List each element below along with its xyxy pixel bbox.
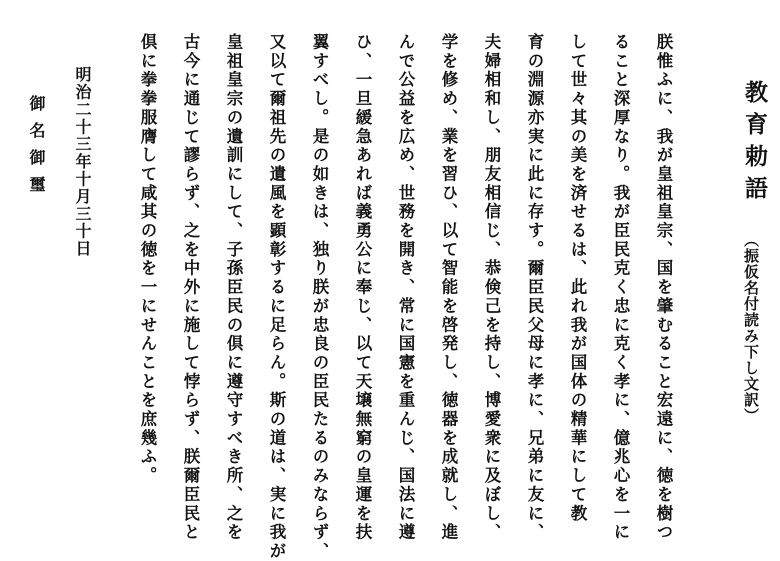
text-column: んで公益を広め、世務を開き、常に国憲を重んじ、国法に遵	[396, 33, 415, 542]
text-column: 翼すべし。是の如きは、独り朕が忠良の臣民たるのみならず、	[310, 33, 329, 561]
text-column: ること深厚なり。我が臣民克く忠に克く孝に、億兆心を一に	[611, 33, 630, 542]
text-column: 朕惟ふに、我が皇祖皇宗、国を肇むること宏遠に、徳を樹つ	[654, 33, 673, 542]
text-column: 倶に拳拳服膺して咸其の徳を一にせんことを庶幾ふ。	[138, 33, 157, 486]
text-column: 育の淵源亦実に此に存す。爾臣民父母に孝に、兄弟に友に、	[525, 33, 544, 542]
document-subtitle: （振仮名付読み下し文訳）	[742, 232, 760, 424]
document-date: 明治二十三年十月三十日	[73, 66, 92, 258]
text-column: 又以て爾祖先の遺風を顕彰するに足らん。斯の道は、実に我が	[267, 33, 286, 561]
document-title: 教育勅語	[741, 80, 768, 208]
imperial-signature: 御名御璽	[27, 95, 46, 203]
text-column: 皇祖皇宗の遺訓にして、子孫臣民の倶に遵守すべき所、之を	[224, 33, 243, 542]
text-column: 古今に通じて謬らず、之を中外に施して悖らず、朕爾臣民と	[181, 33, 200, 542]
text-column: 学を修め、業を習ひ、以て智能を啓発し、徳器を成就し、進	[439, 33, 458, 542]
text-column: 夫婦相和し、朋友相信じ、恭倹己を持し、博愛衆に及ぼし、	[482, 33, 501, 542]
text-column: ひ、一旦緩急あれば義勇公に奉じ、以て天壌無窮の皇運を扶	[353, 33, 372, 542]
text-column: して世々其の美を済せるは、此れ我が国体の精華にして教	[568, 33, 587, 524]
